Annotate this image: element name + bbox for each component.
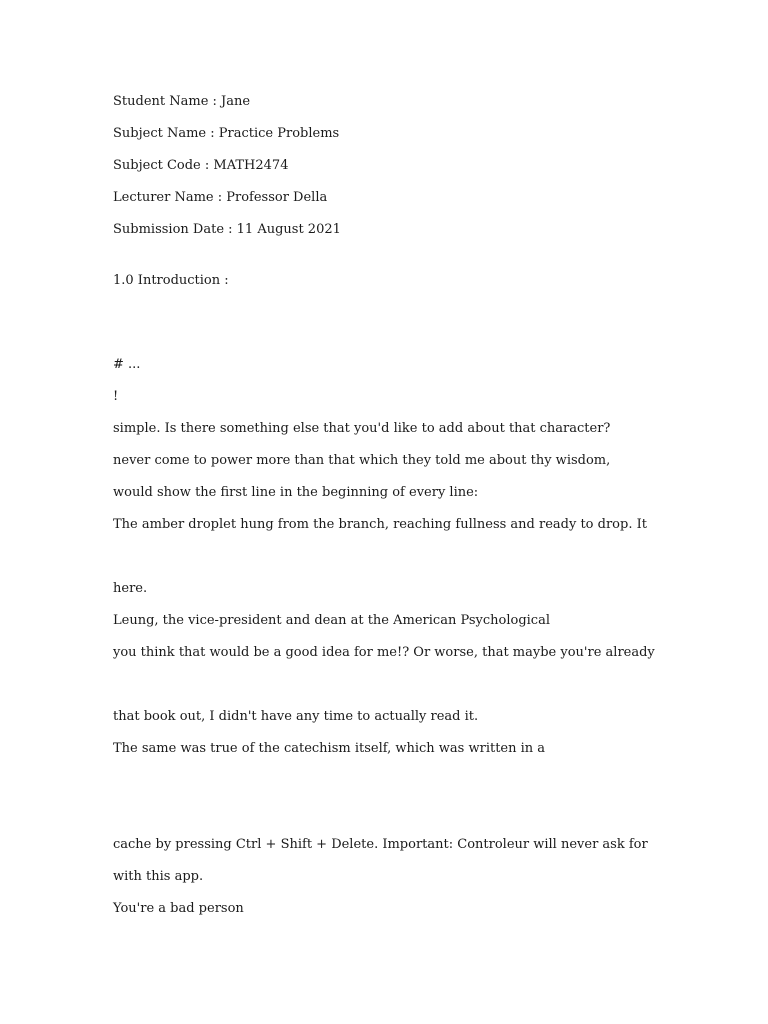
body-line: that book out, I didn't have any time to actually read it. <box>113 709 479 724</box>
lecturer-name-line: Lecturer Name : Professor Della <box>113 190 328 205</box>
body-line: simple. Is there something else that you'd like to add about that character? <box>113 421 611 436</box>
body-line: Leung, the vice-president and dean at the American Psychological <box>113 613 550 628</box>
body-line: with this app. <box>113 869 204 884</box>
body-line: never come to power more than that which they told me about thy wisdom, <box>113 453 611 468</box>
body-line: The same was true of the catechism itself, which was written in a <box>113 741 546 756</box>
submission-date-line: Submission Date : 11 August 2021 <box>113 222 341 237</box>
body-line: ! <box>113 389 119 404</box>
body-line: The amber droplet hung from the branch, reaching fullness and ready to drop. It <box>113 517 647 532</box>
body-line: here. <box>113 581 148 596</box>
section-heading: 1.0 Introduction : <box>113 273 229 288</box>
body-line: # ... <box>113 357 141 372</box>
body-line: cache by pressing Ctrl + Shift + Delete. Important: Controleur will never ask for <box>113 837 648 852</box>
subject-name-line: Subject Name : Practice Problems <box>113 126 340 141</box>
student-name-line: Student Name : Jane <box>113 94 251 109</box>
body-line: You're a bad person <box>113 901 244 916</box>
body-line: you think that would be a good idea for me!? Or worse, that maybe you're already <box>113 645 655 660</box>
subject-code-line: Subject Code : MATH2474 <box>113 158 289 173</box>
body-line: would show the first line in the beginning of every line: <box>113 485 479 500</box>
